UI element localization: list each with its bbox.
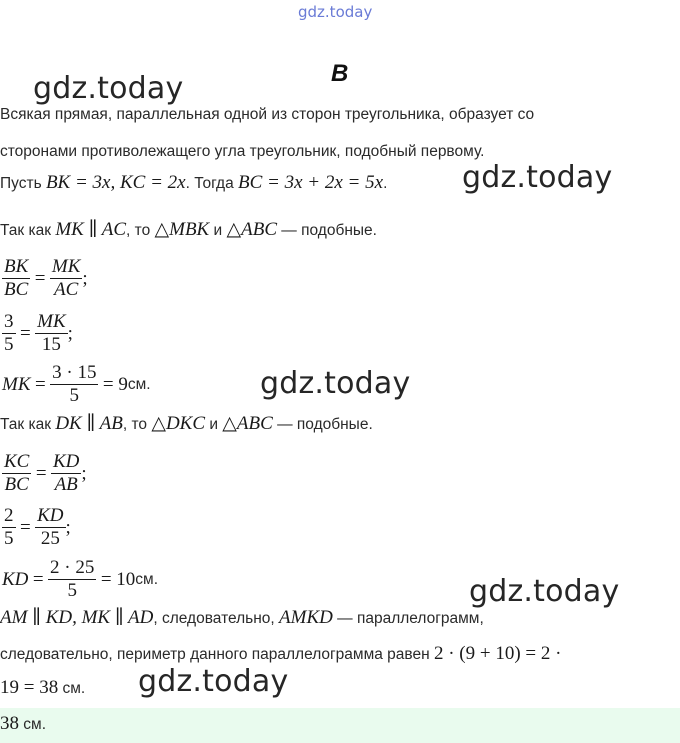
formula: KD = $\frac{2 \cdot 25}{5}$ = 10см. bbox=[2, 557, 158, 601]
math: 19 = 38 bbox=[0, 677, 59, 698]
math: DK ∥ AB bbox=[55, 413, 123, 434]
text: следовательно, периметр данного параллелограмма равен bbox=[0, 646, 434, 663]
answer-unit: см. bbox=[19, 716, 47, 733]
watermark-top: gdz.today bbox=[298, 3, 373, 21]
math: 2 · (9 + 10) = 2 · bbox=[433, 643, 562, 664]
text: , то bbox=[122, 416, 152, 433]
formula: MK = $\frac{3 \cdot 15}{5}$ = 9см. bbox=[2, 362, 151, 406]
text: . Тогда bbox=[185, 175, 239, 192]
formula: $\frac{3}{5}$ = $\frac{MK}{15}$ ; bbox=[4, 311, 73, 355]
text-line bbox=[0, 172, 387, 194]
math: MK ∥ AC bbox=[55, 219, 127, 240]
fraction: $\frac{KD}{25}$ bbox=[37, 505, 64, 549]
fraction: $\frac{3 \cdot 15}{5}$ bbox=[52, 362, 97, 406]
text-line bbox=[0, 412, 373, 435]
text-line bbox=[0, 677, 85, 699]
text-line: сторонами противолежащего угла треугольник, подобный первому. bbox=[0, 143, 485, 160]
math: BK = 3x, KC = 2x bbox=[45, 172, 186, 193]
watermark: gdz.today bbox=[462, 160, 613, 195]
math: AM ∥ KD, MK ∥ AD bbox=[0, 607, 154, 628]
formula: $\frac{BK}{BC}$ = $\frac{MK}{AC}$ ; bbox=[4, 256, 88, 300]
fraction: $\frac{KD}{AB}$ bbox=[52, 451, 80, 495]
text: и bbox=[205, 416, 223, 433]
text: , следовательно, bbox=[153, 610, 280, 627]
watermark: gdz.today bbox=[260, 366, 411, 401]
text: . bbox=[383, 175, 388, 192]
math: △DKC bbox=[151, 413, 206, 434]
text: — параллелограмм, bbox=[332, 610, 484, 627]
text: см. bbox=[58, 680, 86, 697]
text: Так как bbox=[0, 222, 56, 239]
text: Так как bbox=[0, 416, 56, 433]
text-line bbox=[0, 643, 561, 665]
fraction: $\frac{MK}{AC}$ bbox=[51, 256, 81, 300]
formula: $\frac{KC}{BC}$ = $\frac{KD}{AB}$ ; bbox=[4, 451, 87, 495]
text-line: Всякая прямая, параллельная одной из сторон треугольника, образует со bbox=[0, 106, 535, 123]
math: BC = 3x + 2x = 5x bbox=[238, 172, 384, 193]
fraction: $\frac{MK}{15}$ bbox=[37, 311, 66, 355]
text: — подобные. bbox=[272, 416, 373, 433]
answer-box bbox=[0, 708, 680, 743]
fraction: $\frac{2}{5}$ bbox=[4, 505, 14, 549]
fraction: $\frac{3}{5}$ bbox=[4, 311, 14, 355]
watermark: gdz.today bbox=[138, 664, 289, 699]
watermark: gdz.today bbox=[33, 71, 184, 106]
answer-value: 38 bbox=[0, 713, 19, 734]
text: , то bbox=[126, 222, 155, 239]
math: △MBK bbox=[154, 219, 210, 240]
formula: $\frac{2}{5}$ = $\frac{KD}{25}$ ; bbox=[4, 505, 71, 549]
math: AMKD bbox=[279, 607, 333, 628]
text: — подобные. bbox=[277, 222, 377, 239]
text-line bbox=[0, 218, 377, 241]
watermark: gdz.today bbox=[469, 574, 620, 609]
text-line bbox=[0, 606, 484, 629]
text: и bbox=[209, 222, 227, 239]
text: Пусть bbox=[0, 175, 46, 192]
fraction: $\frac{KC}{BC}$ bbox=[4, 451, 30, 495]
section-heading: В bbox=[331, 60, 349, 87]
fraction: $\frac{2 \cdot 25}{5}$ bbox=[50, 557, 95, 601]
math: △ABC bbox=[226, 219, 277, 240]
math: △ABC bbox=[222, 413, 273, 434]
fraction: $\frac{BK}{BC}$ bbox=[4, 256, 29, 300]
